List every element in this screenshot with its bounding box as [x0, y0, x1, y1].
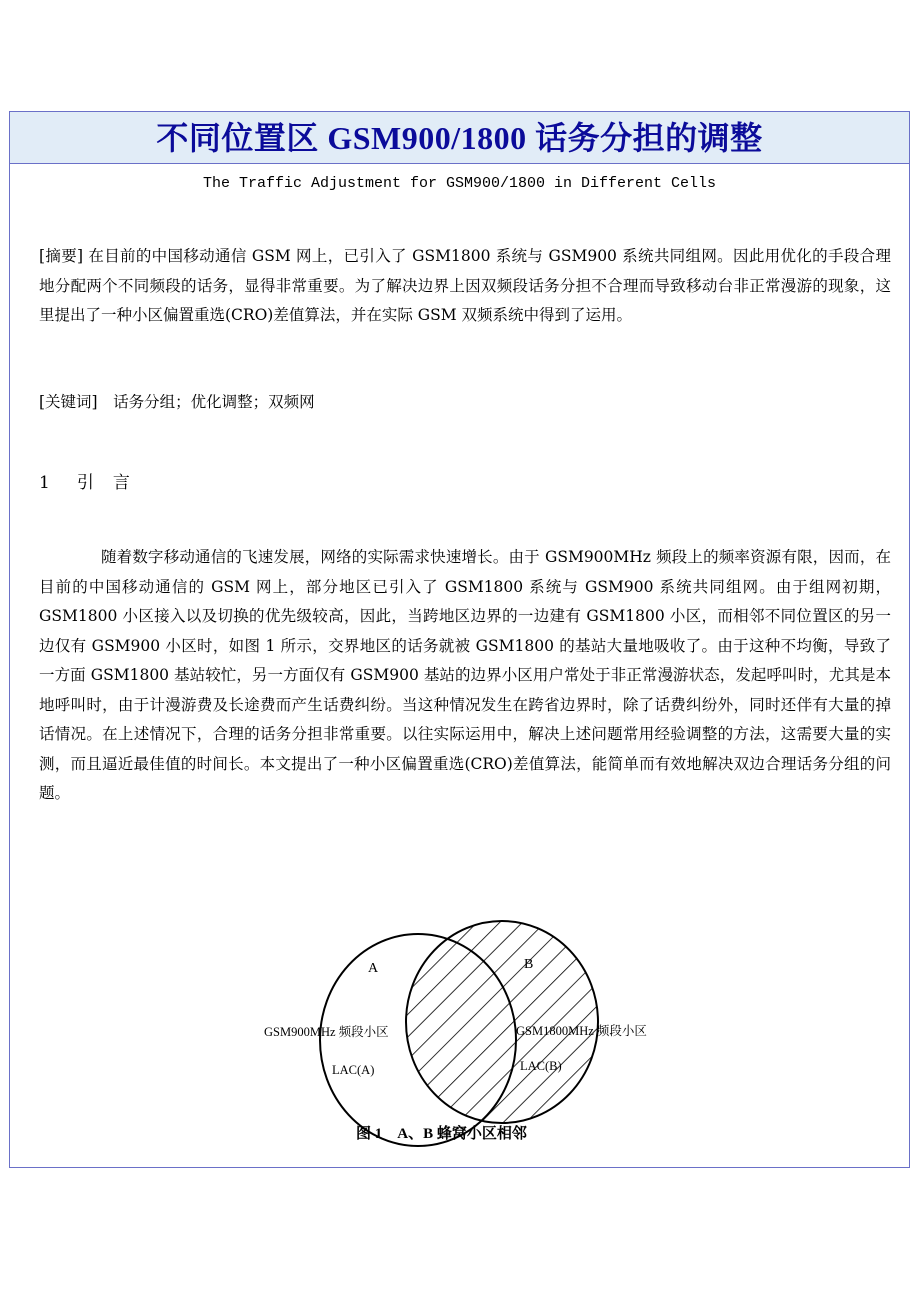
cell-b-label: GSM1800MHz 频段小区 — [516, 1024, 647, 1038]
abstract-tag: [摘要] — [39, 247, 84, 265]
english-subtitle: The Traffic Adjustment for GSM900/1800 in Different Cells — [202, 175, 717, 192]
article-frame — [9, 111, 910, 1168]
label-b: B — [524, 957, 534, 972]
figure-1 — [248, 902, 678, 1162]
label-a: A — [368, 961, 379, 976]
section-number: 1 — [39, 473, 51, 493]
page-title: 不同位置区 GSM900/1800 话务分担的调整 — [156, 120, 763, 156]
keywords — [39, 388, 891, 418]
title-band — [10, 112, 909, 164]
lac-b-label: LAC(B) — [520, 1059, 562, 1073]
figure-caption: 图 1 A、B 蜂窝小区相邻 — [356, 1126, 527, 1142]
keywords-tag: [关键词] — [39, 393, 98, 411]
section-heading — [39, 468, 157, 493]
keywords-text: 话务分组；优化调整；双频网 — [113, 393, 315, 411]
section-title: 引 言 — [76, 473, 131, 493]
cell-a-label: GSM900MHz 频段小区 — [264, 1025, 389, 1039]
lac-a-label: LAC(A) — [332, 1063, 375, 1077]
venn-diagram — [248, 902, 678, 1162]
abstract — [39, 242, 891, 331]
intro-paragraph: 随着数字移动通信的飞速发展，网络的实际需求快速增长。由于 GSM900MHz 频段上的频率资源有限，因而，在目前的中国移动通信的 GSM 网上，部分地区已引入了 GSM1800 系统与 GSM900 系统共同组网。由于组网初期，GSM1800 小区接入以及切换的优先级较高，因此，当跨地区边界的一边建有 GSM1800 小区，而相邻不同位置区的另一边仅有 GSM900 小区时，如图 1 所示，交界地区的话务就被 GSM1800 的基站大量地吸收了。由于这种不均衡，导致了一方面 GSM1800 基站较忙，另一方面仅有 GSM900 基站的边界小区用户常处于非正常漫游状态，发起呼叫时，尤其是本地呼叫时，由于计漫游费及长途费而产生话费纠纷。当这种情况发生在跨省边界时，除了话费纠纷外，同时还伴有大量的掉话情况。在上述情况下，合理的话务分担非常重要。以往实际运用中，解决上述问题常用经验调整的方法，这需要大量的实测，而且逼近最佳值的时间长。本文提出了一种小区偏置重选(CRO)差值算法，能简单而有效地解决双边合理话务分组的问题。 — [39, 548, 891, 802]
abstract-text: 在目前的中国移动通信 GSM 网上，已引入了 GSM1800 系统与 GSM900 系统共同组网。因此用优化的手段合理地分配两个不同频段的话务，显得非常重要。为了解决边界上因双频段话务分担不合理而导致移动台非正常漫游的现象，这里提出了一种小区偏置重选(CRO)差值算法，并在实际 GSM 双频系统中得到了运用。 — [39, 247, 891, 324]
